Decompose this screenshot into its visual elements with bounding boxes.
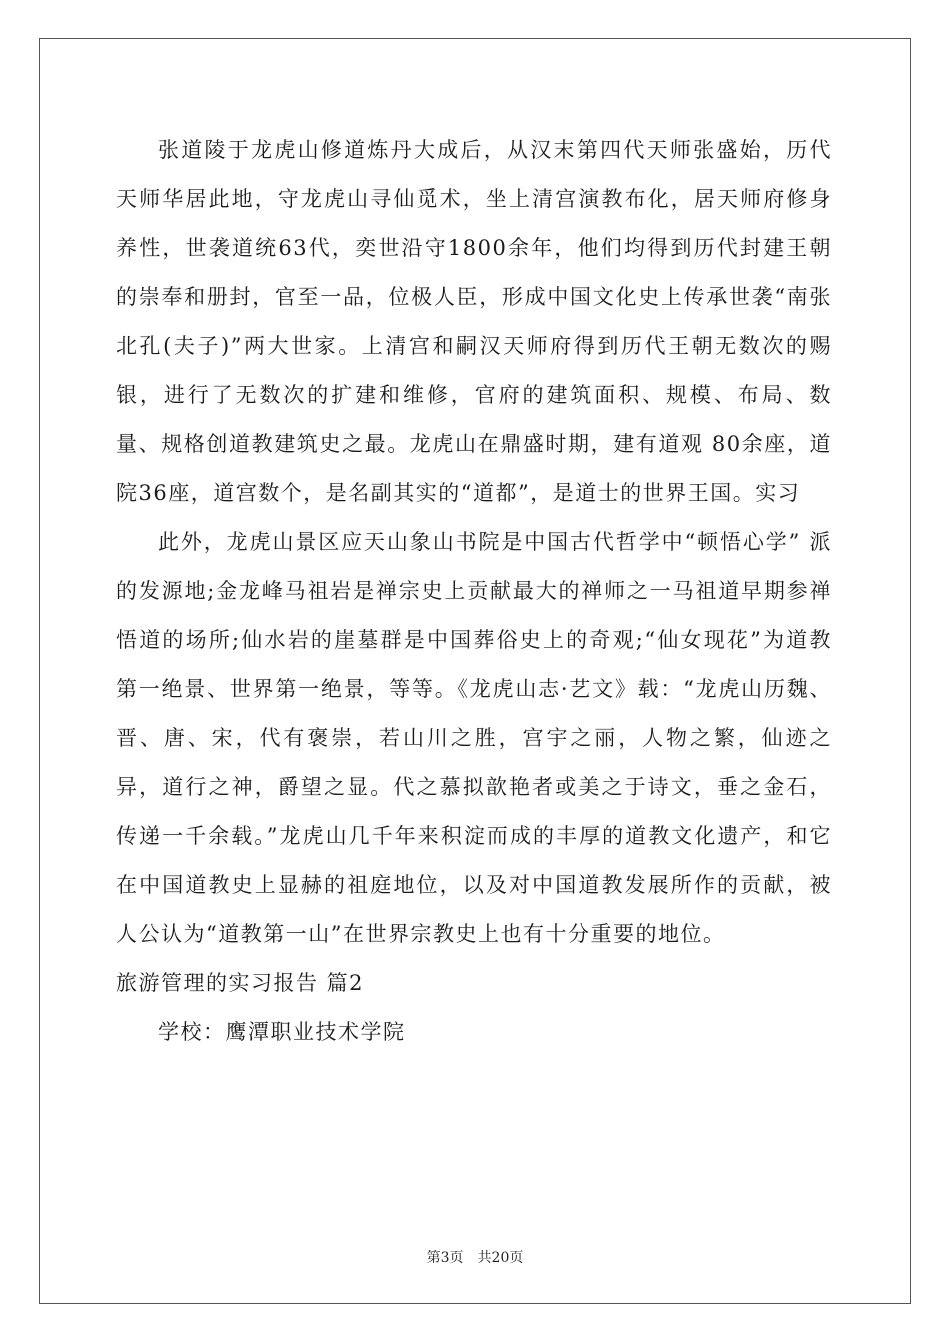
page-number: 第3页	[426, 1250, 464, 1266]
paragraph-longhushan-culture: 此外，龙虎山景区应天山象山书院是中国古代哲学中“顿悟心学” 派的发源地;金龙峰马祖岩是禅宗史上贡献最大的禅师之一马祖道早期参禅悟道的场所;仙水岩的崖墓群是中国葬俗史上的奇观;“仙女现花”为道教第一绝景、世界第一绝景，等等。《龙虎山志·艺文》载：“龙虎山历魏、晋、唐、宋，代有褒崇，若山川之胜，宫宇之丽，人物之繁，仙迹之异，道行之神，爵望之显。代之慕拟歆艳者或美之于诗文，垂之金石，传递一千余载。”龙虎山几千年来积淀而成的丰厚的道教文化遗产，和它在中国道教史上显赫的祖庭地位，以及对中国道教发展所作的贡献，被人公认为“道教第一山”在世界宗教史上也有十分重要的地位。	[116, 530, 832, 946]
school-line: 学校：鹰潭职业技术学院	[158, 1020, 406, 1044]
section-heading: 旅游管理的实习报告 篇2	[116, 971, 365, 995]
page-footer	[0, 1247, 950, 1267]
document-body	[116, 126, 832, 1057]
paragraph-zhang-daoling: 张道陵于龙虎山修道炼丹大成后，从汉末第四代天师张盛始，历代天师华居此地，守龙虎山寻仙觅术，坐上清宫演教布化，居天师府修身养性，世袭道统63代，奕世沿守1800余年，他们均得到历代封建王朝的崇奉和册封，官至一品，位极人臣，形成中国文化史上传承世袭“南张北孔(夫子)”两大世家。上清宫和嗣汉天师府得到历代王朝无数次的赐银，进行了无数次的扩建和维修，官府的建筑面积、规模、布局、数量、规格创道教建筑史之最。龙虎山在鼎盛时期，建有道观 80余座，道院36座，道宫数个，是名副其实的“道都”，是道士的世界王国。实习	[116, 138, 832, 505]
total-pages: 共20页	[477, 1250, 524, 1266]
